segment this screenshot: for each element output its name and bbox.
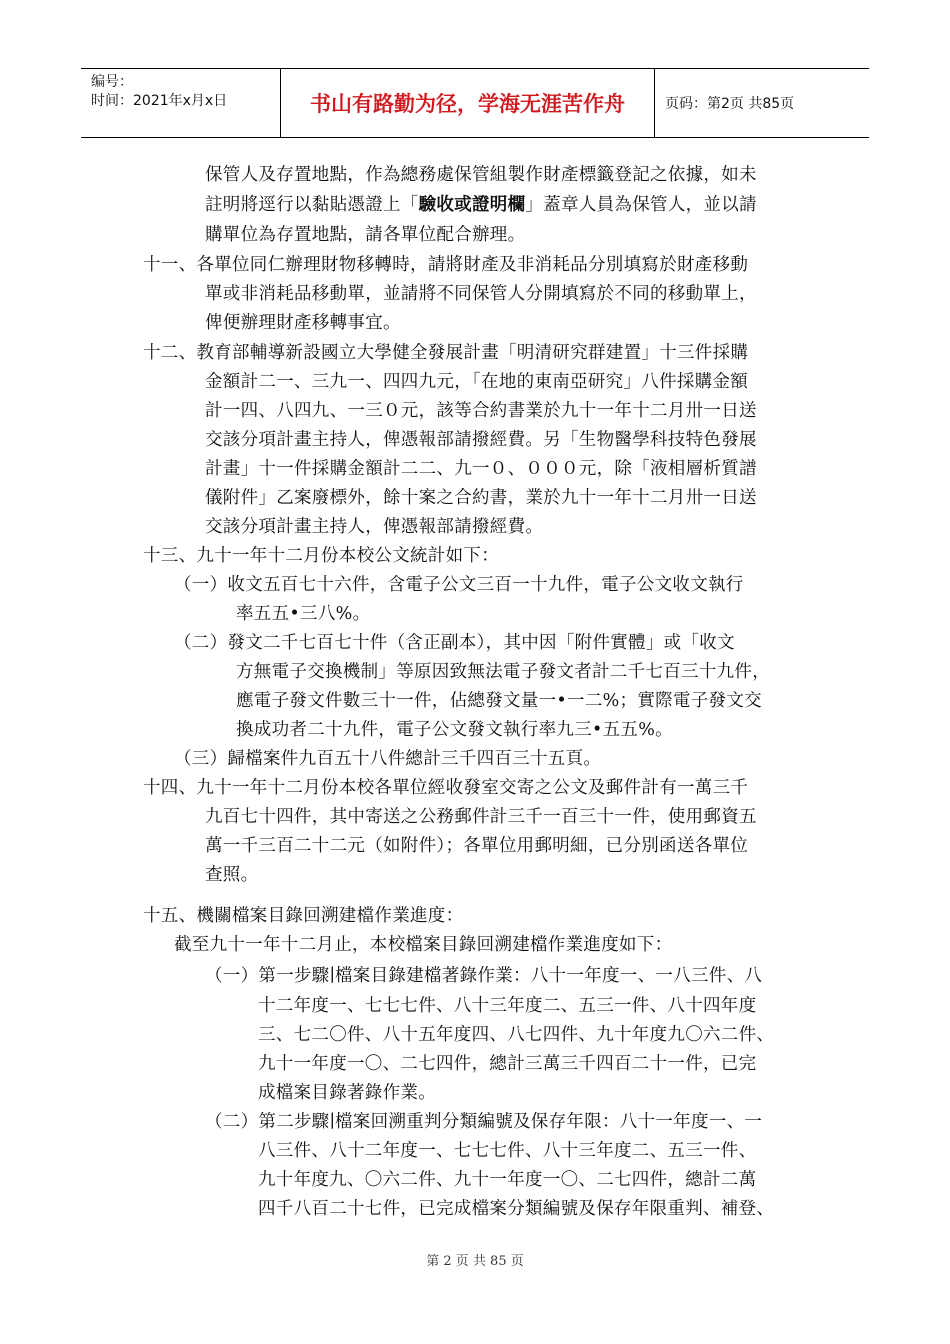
text-line: （一）收文五百七十六件，含電子公文三百一十九件，電子公文收文執行 bbox=[174, 575, 744, 595]
time-label: 时间：2021年x月x日 bbox=[91, 93, 228, 109]
text-line: （一）第一步驟∣檔案目錄建檔著錄作業：八十一年度一、一八三件、八 bbox=[205, 966, 763, 986]
text-line: 儀附件」乙案廢標外，餘十案之合約書，業於九十一年十二月卅一日送 bbox=[205, 488, 757, 508]
text-line: 截至九十一年十二月止，本校檔案目錄回溯建檔作業進度如下： bbox=[174, 935, 673, 955]
text-line: （二）發文二千七百七十件（含正副本），其中因「附件實體」或「收文 bbox=[174, 633, 735, 653]
bold-phrase: 驗收或證明欄 bbox=[418, 195, 526, 215]
text-line: 八三件、八十二年度一、七七七件、八十三年度二、五三一件、 bbox=[258, 1141, 757, 1161]
text-line: （二）第二步驟∣檔案回溯重判分類編號及保存年限：八十一年度一、一 bbox=[205, 1112, 763, 1132]
text-line: 九十年度九、〇六二件、九十一年度一〇、二七四件，總計二萬 bbox=[258, 1170, 757, 1190]
header-table bbox=[81, 68, 869, 138]
text-line: 單或非消耗品移動單，並請將不同保管人分開填寫於不同的移動單上， bbox=[205, 284, 757, 304]
text-line: 四千八百二十七件，已完成檔案分類編號及保存年限重判、補登、 bbox=[258, 1199, 775, 1219]
text-line: 交該分項計畫主持人，俾憑報部請撥經費。 bbox=[205, 517, 544, 537]
text-line: 九百七十四件，其中寄送之公務郵件計三千一百三十一件，使用郵資五 bbox=[205, 807, 757, 827]
text-line: 俾便辦理財產移轉事宜。 bbox=[205, 313, 401, 333]
text-line: （三）歸檔案件九百五十八件總計三千四百三十五頁。 bbox=[174, 749, 602, 769]
text-line: 計一四、八四九、一三０元，該等合約書業於九十一年十二月卅一日送 bbox=[205, 401, 757, 421]
text-line: 成檔案目錄著錄作業。 bbox=[258, 1083, 436, 1103]
text-line: 金額計二一、三九一、四四九元，「在地的東南亞研究」八件採購金額 bbox=[205, 372, 749, 392]
text-line: 九十一年度一〇、二七四件，總計三萬三千四百二十一件，已完 bbox=[258, 1054, 757, 1074]
page-footer: 第 2 页 共 85 页 bbox=[426, 1254, 524, 1269]
text-line: 十四、九十一年十二月份本校各單位經收發室交寄之公文及郵件計有一萬三千 bbox=[143, 778, 749, 798]
text-line: 三、七二〇件、八十五年度四、八七四件、九十年度九〇六二件、 bbox=[258, 1025, 775, 1045]
text-line: 交該分項計畫主持人，俾憑報部請撥經費。另「生物醫學科技特色發展 bbox=[205, 430, 757, 450]
text-line: 註明將逕行以黏貼憑證上「驗收或證明欄」蓋章人員為保管人，並以請 bbox=[205, 195, 757, 215]
text-line: 購單位為存置地點，請各單位配合辦理。 bbox=[205, 225, 526, 245]
header-motto: 书山有路勤为径，学海无涯苦作舟 bbox=[281, 69, 655, 137]
text-line: 方無電子交換機制」等原因致無法電子發文者計二千七百三十九件， bbox=[236, 662, 770, 682]
text-line: 應電子發文件數三十一件，佔總發文量一•一二%；實際電子發文交 bbox=[236, 691, 762, 711]
text-line: 十一、各單位同仁辦理財物移轉時，請將財產及非消耗品分別填寫於財產移動 bbox=[143, 255, 749, 275]
number-label: 编号： bbox=[91, 74, 133, 90]
text-line: 換成功者二十九件，電子公文發文執行率九三•五五%。 bbox=[236, 720, 673, 740]
text-line: 保管人及存置地點，作為總務處保管組製作財產標籤登記之依據，如未 bbox=[205, 165, 757, 185]
text-line: 萬一千三百二十二元（如附件）；各單位用郵明細，已分別函送各單位 bbox=[205, 836, 749, 856]
text-line: 查照。 bbox=[205, 865, 259, 885]
text-line: 十二年度一、七七七件、八十三年度二、五三一件、八十四年度 bbox=[258, 996, 757, 1016]
text-line: 十五、機關檔案目錄回溯建檔作業進度： bbox=[143, 906, 464, 926]
text-line: 十二、教育部輔導新設國立大學健全發展計畫「明清研究群建置」十三件採購 bbox=[143, 343, 749, 363]
text-line: 十三、九十一年十二月份本校公文統計如下： bbox=[143, 546, 499, 566]
header-meta bbox=[81, 69, 281, 137]
text-line: 率五五•三八%。 bbox=[236, 604, 371, 624]
text-line: 計畫」十一件採購金額計二二、九一０、０００元，除「液相層析質譜 bbox=[205, 459, 757, 479]
header-page-info: 页码：第2页 共85页 bbox=[665, 96, 795, 112]
